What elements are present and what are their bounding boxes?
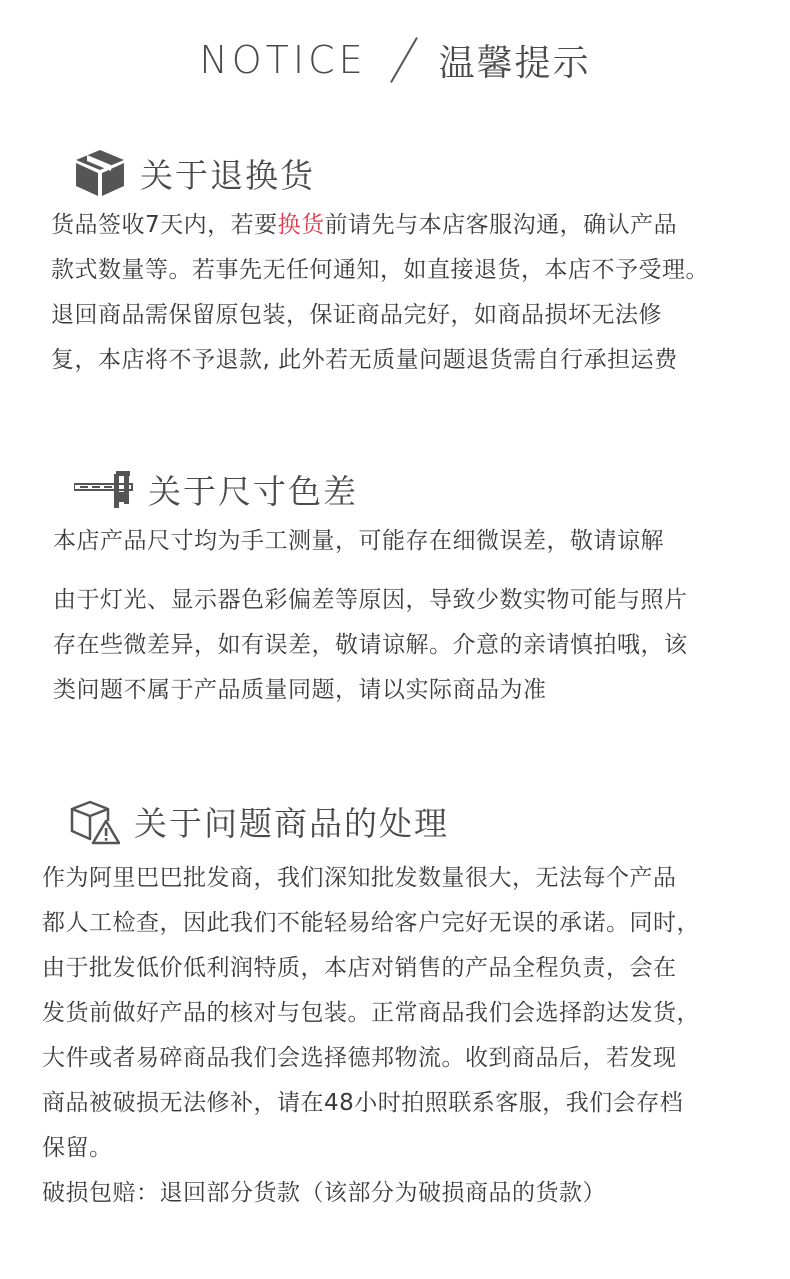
title-separator xyxy=(390,37,418,83)
section-problem-title xyxy=(70,798,449,845)
paragraph-line: 类问题不属于产品质量同题，请以实际商品为准 xyxy=(53,677,547,703)
paragraph-line: 退回商品需保留原包装，保证商品完好，如商品损坏无法修 xyxy=(51,302,662,328)
paragraph-line: 都人工检查，因此我们不能轻易给客户完好无误的承诺。同时， xyxy=(42,910,700,936)
section-problem-body xyxy=(42,856,700,1216)
section-title-text: 关于尺寸色差 xyxy=(148,472,358,511)
paragraph-line: 货品签收7天内，若要换货前请先与本店客服沟通，确认产品 xyxy=(51,212,678,238)
paragraph-line: 商品被破损无法修补，请在48小时拍照联系客服，我们会存档 xyxy=(42,1090,684,1116)
section-returns-title xyxy=(74,148,315,198)
paragraph-line: 存在些微差异，如有误差，敬请谅解。介意的亲请慎拍哦，该 xyxy=(53,632,688,658)
paragraph-line: 大件或者易碎商品我们会选择德邦物流。收到商品后，若发现 xyxy=(42,1045,677,1071)
section-title-text: 关于退换货 xyxy=(140,155,315,195)
section-returns-body xyxy=(51,203,709,383)
box-warning-icon xyxy=(70,799,120,845)
highlight-text: 换货 xyxy=(277,212,325,238)
box-icon xyxy=(74,148,126,198)
paragraph-line: 由于批发低价低利润特质，本店对销售的产品全程负责，会在 xyxy=(42,955,677,981)
paragraph-line: 由于灯光、显示器色彩偏差等原因，导致少数实物可能与照片 xyxy=(53,587,688,613)
section-title-text: 关于问题商品的处理 xyxy=(134,804,449,843)
paragraph-line: 发货前做好产品的核对与包装。正常商品我们会选择韵达发货， xyxy=(42,1000,700,1026)
paragraph-line: 款式数量等。若事先无任何通知，如直接退货，本店不予受理。 xyxy=(51,257,709,283)
notice-title-en: NOTICE xyxy=(199,38,367,82)
section-size-intro xyxy=(53,519,664,564)
paragraph-line: 本店产品尺寸均为手工测量，可能存在细微误差，敬请谅解 xyxy=(53,528,664,554)
paragraph-line: 复，本店将不予退款, 此外若无质量问题退货需自行承担运费 xyxy=(51,347,678,373)
caliper-icon xyxy=(74,470,134,510)
paragraph-line: 作为阿里巴巴批发商，我们深知批发数量很大，无法每个产品 xyxy=(42,865,677,891)
paragraph-line: 破损包赔：退回部分货款（该部分为破损商品的货款） xyxy=(42,1180,606,1206)
paragraph-line: 保留。 xyxy=(42,1135,113,1161)
section-size-body xyxy=(53,578,688,713)
section-size-title xyxy=(74,466,358,513)
notice-header xyxy=(0,30,790,90)
notice-title-cn: 温馨提示 xyxy=(438,42,591,84)
